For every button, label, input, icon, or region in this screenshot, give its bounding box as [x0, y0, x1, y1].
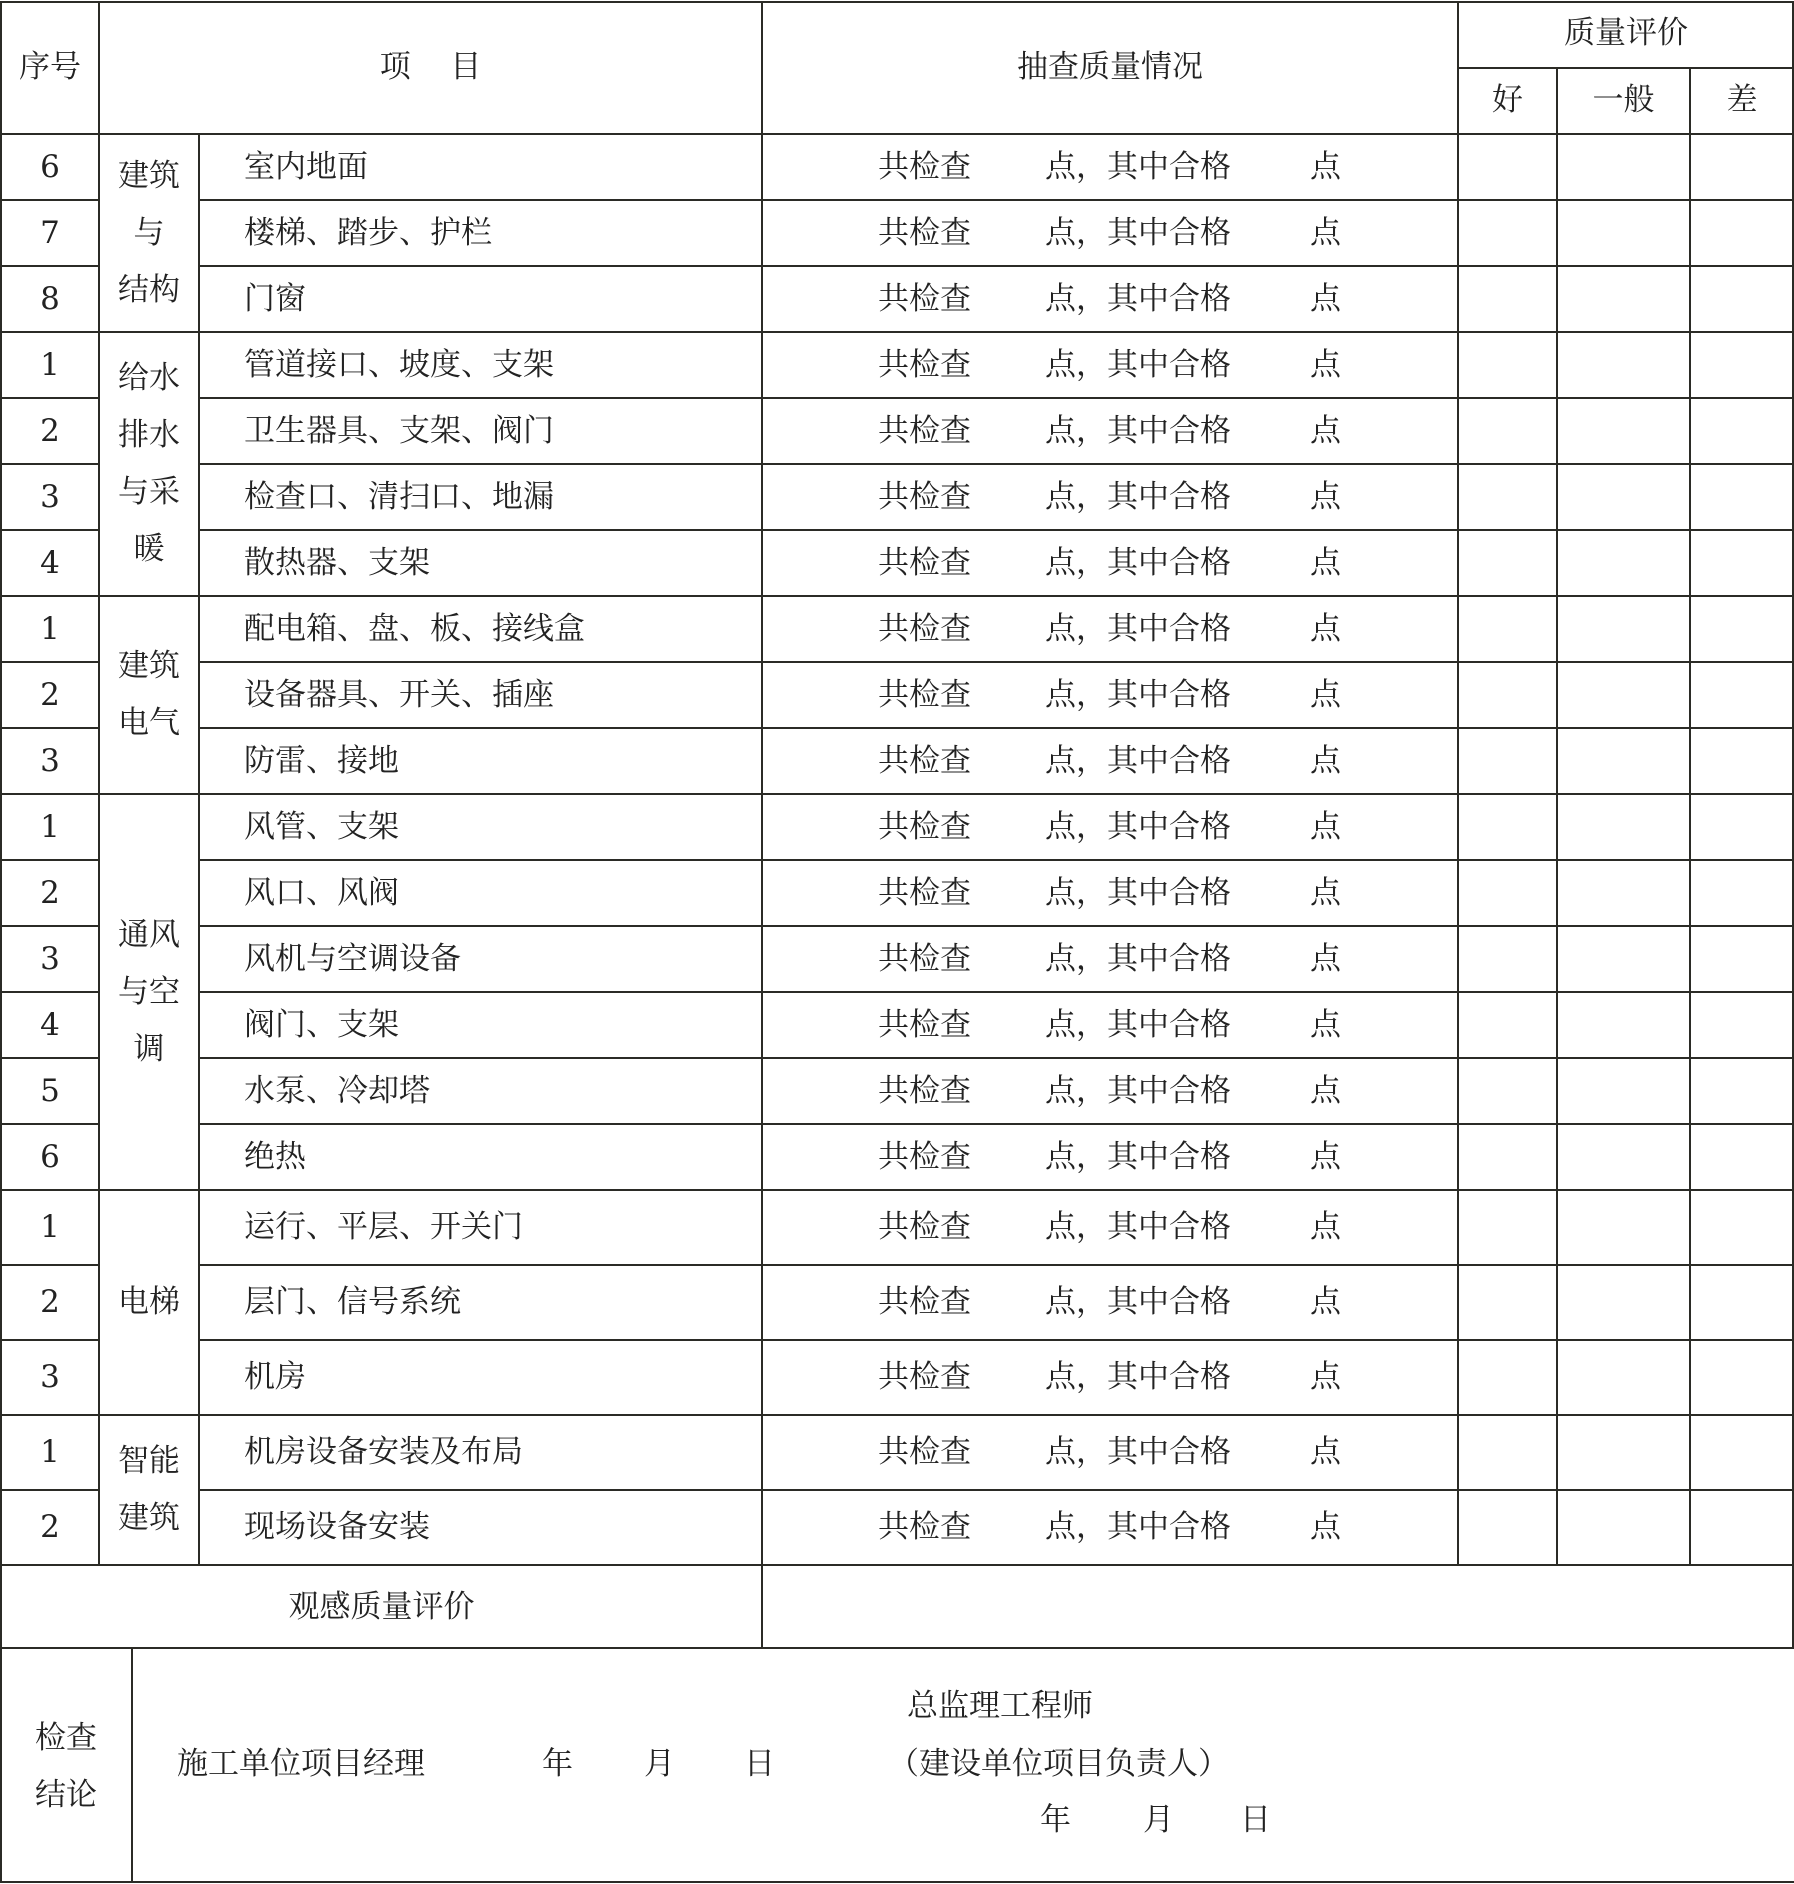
item-name: 管道接口、坡度、支架	[244, 346, 554, 383]
row-number: 6	[40, 148, 60, 185]
row-divider	[1, 1339, 99, 1341]
row-number: 3	[40, 742, 60, 779]
table-bottom-border	[0, 1881, 1794, 1883]
row-divider	[199, 1057, 1794, 1059]
item-name: 室内地面	[244, 148, 368, 185]
summary-label: 观感质量评价	[288, 1589, 475, 1625]
check-passed-label: 点，其中合格	[1045, 1434, 1231, 1470]
column-divider	[98, 2, 100, 1565]
check-passed-label: 点，其中合格	[1045, 1209, 1231, 1245]
category-label-line: 电梯	[118, 1284, 180, 1320]
conclusion-label	[0, 1710, 132, 1824]
check-points-unit: 点	[1310, 478, 1341, 515]
check-total-label: 共检查	[878, 742, 971, 779]
column-header-seq: 序号	[19, 49, 81, 85]
item-name: 风管、支架	[244, 808, 399, 845]
column-divider	[761, 2, 763, 1648]
row-divider	[1, 1123, 99, 1125]
check-total-label: 共检查	[878, 874, 971, 911]
supervisor-day: 日	[1240, 1802, 1271, 1838]
row-divider	[1, 1489, 99, 1491]
category-label-line: 建筑	[118, 157, 180, 194]
contractor-year: 年	[542, 1746, 573, 1782]
category-label-line: 调	[133, 1030, 165, 1067]
group-divider	[1, 595, 1794, 597]
item-name: 设备器具、开关、插座	[244, 676, 554, 713]
table-top-border	[0, 1, 1794, 3]
check-total-label: 共检查	[878, 1209, 971, 1245]
contractor-manager-label: 施工单位项目经理	[177, 1746, 425, 1782]
check-passed-label: 点，其中合格	[1045, 478, 1231, 515]
table-left-border	[0, 2, 2, 1882]
row-number: 3	[40, 478, 60, 515]
row-divider	[1, 397, 99, 399]
column-divider	[1457, 2, 1459, 1565]
check-total-label: 共检查	[878, 280, 971, 317]
category-label-line: 智能	[118, 1443, 180, 1479]
row-number: 2	[40, 874, 60, 911]
check-points-unit: 点	[1310, 1209, 1341, 1245]
row-number: 1	[40, 808, 60, 845]
header-bottom-border	[0, 133, 1794, 135]
check-points-unit: 点	[1310, 874, 1341, 911]
conclusion-label-line: 检查	[35, 1720, 97, 1756]
row-number: 6	[40, 1138, 60, 1175]
check-total-label: 共检查	[878, 1284, 971, 1320]
check-points-unit: 点	[1310, 1006, 1341, 1043]
category-label	[99, 1274, 199, 1331]
row-divider	[199, 463, 1794, 465]
row-divider	[199, 1123, 1794, 1125]
item-name: 检查口、清扫口、地漏	[244, 478, 554, 515]
row-divider	[1, 265, 99, 267]
column-header-good: 好	[1492, 82, 1523, 118]
item-name: 水泵、冷却塔	[244, 1072, 430, 1109]
check-total-label: 共检查	[878, 214, 971, 251]
check-total-label: 共检查	[878, 1072, 971, 1109]
category-label	[99, 1433, 199, 1547]
check-total-label: 共检查	[878, 478, 971, 515]
check-points-unit: 点	[1310, 1284, 1341, 1320]
check-passed-label: 点，其中合格	[1045, 346, 1231, 383]
row-number: 2	[40, 1509, 60, 1545]
row-divider	[199, 661, 1794, 663]
row-divider	[199, 1339, 1794, 1341]
row-divider	[199, 727, 1794, 729]
group-divider	[1, 331, 1794, 333]
column-divider	[1556, 68, 1558, 1565]
category-label	[99, 907, 199, 1078]
category-label-line: 建筑	[118, 648, 180, 684]
check-total-label: 共检查	[878, 610, 971, 647]
category-label-line: 给水	[118, 360, 180, 396]
check-passed-label: 点，其中合格	[1045, 1359, 1231, 1395]
contractor-day: 日	[744, 1746, 775, 1782]
check-total-label: 共检查	[878, 346, 971, 383]
check-points-unit: 点	[1310, 148, 1341, 185]
check-points-unit: 点	[1310, 676, 1341, 713]
row-divider	[199, 925, 1794, 927]
check-points-unit: 点	[1310, 1509, 1341, 1545]
check-passed-label: 点，其中合格	[1045, 676, 1231, 713]
item-name: 防雷、接地	[244, 742, 399, 779]
row-divider	[199, 1264, 1794, 1266]
row-divider	[199, 859, 1794, 861]
column-header-item: 项 目	[379, 49, 482, 85]
check-points-unit: 点	[1310, 1359, 1341, 1395]
row-number: 5	[40, 1072, 60, 1109]
check-passed-label: 点，其中合格	[1045, 874, 1231, 911]
check-points-unit: 点	[1310, 280, 1341, 317]
check-points-unit: 点	[1310, 214, 1341, 251]
check-points-unit: 点	[1310, 412, 1341, 449]
row-divider	[199, 397, 1794, 399]
row-number: 7	[40, 214, 60, 251]
check-total-label: 共检查	[878, 1138, 971, 1175]
row-divider	[1, 199, 99, 201]
row-divider	[1, 1057, 99, 1059]
row-divider	[1, 463, 99, 465]
category-label-line: 电气	[118, 705, 180, 741]
row-number: 1	[40, 610, 60, 647]
check-passed-label: 点，其中合格	[1045, 940, 1231, 977]
row-divider	[199, 199, 1794, 201]
check-total-label: 共检查	[878, 1509, 971, 1545]
supervisor-year: 年	[1040, 1802, 1071, 1838]
check-points-unit: 点	[1310, 808, 1341, 845]
contractor-month: 月	[644, 1746, 675, 1782]
item-name: 风口、风阀	[244, 874, 399, 911]
supervisor-month: 月	[1143, 1802, 1174, 1838]
conclusion-label-line: 结论	[35, 1777, 97, 1813]
row-divider	[1, 661, 99, 663]
column-header-general: 一般	[1592, 82, 1655, 118]
row-number: 3	[40, 1359, 60, 1395]
column-header-quality: 质量评价	[1564, 15, 1688, 51]
check-passed-label: 点，其中合格	[1045, 1138, 1231, 1175]
item-name: 门窗	[244, 280, 306, 317]
check-points-unit: 点	[1310, 1138, 1341, 1175]
item-name: 机房	[244, 1359, 306, 1395]
category-label-line: 与	[133, 214, 165, 251]
row-divider	[1, 1264, 99, 1266]
row-divider	[1, 925, 99, 927]
category-label	[99, 638, 199, 752]
row-divider	[199, 529, 1794, 531]
check-points-unit: 点	[1310, 742, 1341, 779]
category-label-line: 暖	[133, 531, 165, 567]
check-passed-label: 点，其中合格	[1045, 1072, 1231, 1109]
row-divider	[199, 991, 1794, 993]
group-divider	[1, 1564, 1794, 1566]
row-divider	[1, 727, 99, 729]
row-divider	[1, 859, 99, 861]
check-passed-label: 点，其中合格	[1045, 1509, 1231, 1545]
check-points-unit: 点	[1310, 346, 1341, 383]
check-total-label: 共检查	[878, 1359, 971, 1395]
item-name: 散热器、支架	[244, 544, 430, 581]
check-passed-label: 点，其中合格	[1045, 808, 1231, 845]
category-label-line: 与空	[118, 973, 180, 1010]
check-points-unit: 点	[1310, 940, 1341, 977]
item-name: 阀门、支架	[244, 1006, 399, 1043]
check-points-unit: 点	[1310, 544, 1341, 581]
category-label-line: 通风	[118, 916, 180, 953]
check-passed-label: 点，其中合格	[1045, 280, 1231, 317]
row-number: 2	[40, 676, 60, 713]
check-total-label: 共检查	[878, 1434, 971, 1470]
check-total-label: 共检查	[878, 808, 971, 845]
item-name: 卫生器具、支架、阀门	[244, 412, 554, 449]
row-divider	[199, 265, 1794, 267]
row-number: 8	[40, 280, 60, 317]
summary-bottom-border	[0, 1647, 1794, 1649]
owner-representative-label: （建设单位项目负责人）	[888, 1746, 1229, 1782]
column-header-poor: 差	[1726, 82, 1758, 118]
column-header-check: 抽查质量情况	[1017, 49, 1203, 85]
row-number: 1	[40, 1209, 60, 1245]
check-points-unit: 点	[1310, 1072, 1341, 1109]
group-divider	[1, 793, 1794, 795]
group-divider	[1, 1414, 1794, 1416]
row-number: 4	[40, 544, 60, 581]
item-name: 现场设备安装	[244, 1509, 430, 1545]
item-name: 运行、平层、开关门	[244, 1209, 523, 1245]
check-total-label: 共检查	[878, 676, 971, 713]
row-number: 1	[40, 346, 60, 383]
check-passed-label: 点，其中合格	[1045, 412, 1231, 449]
check-points-unit: 点	[1310, 610, 1341, 647]
row-number: 3	[40, 940, 60, 977]
row-number: 1	[40, 1434, 60, 1470]
check-passed-label: 点，其中合格	[1045, 214, 1231, 251]
check-passed-label: 点，其中合格	[1045, 742, 1231, 779]
check-passed-label: 点，其中合格	[1045, 148, 1231, 185]
category-label-line: 建筑	[118, 1500, 180, 1536]
column-divider	[1689, 68, 1691, 1565]
item-name: 绝热	[244, 1138, 306, 1175]
group-divider	[1, 1189, 1794, 1191]
row-divider	[1, 991, 99, 993]
check-passed-label: 点，其中合格	[1045, 544, 1231, 581]
category-label	[99, 148, 199, 319]
row-divider	[1, 529, 99, 531]
chief-supervisor-label: 总监理工程师	[907, 1688, 1093, 1724]
category-label-line: 排水	[118, 417, 180, 453]
row-number: 2	[40, 1284, 60, 1320]
check-total-label: 共检查	[878, 148, 971, 185]
category-label-line: 与采	[118, 474, 180, 510]
category-label-line: 结构	[118, 271, 180, 308]
row-number: 4	[40, 1006, 60, 1043]
check-passed-label: 点，其中合格	[1045, 1284, 1231, 1320]
check-passed-label: 点，其中合格	[1045, 1006, 1231, 1043]
check-total-label: 共检查	[878, 1006, 971, 1043]
check-points-unit: 点	[1310, 1434, 1341, 1470]
item-name: 楼梯、踏步、护栏	[244, 214, 492, 251]
row-divider	[199, 1489, 1794, 1491]
item-name: 层门、信号系统	[244, 1284, 461, 1320]
item-name: 机房设备安装及布局	[244, 1434, 523, 1470]
check-total-label: 共检查	[878, 544, 971, 581]
category-label	[99, 350, 199, 578]
item-name: 配电箱、盘、板、接线盒	[244, 610, 585, 647]
item-name: 风机与空调设备	[244, 940, 461, 977]
column-divider	[198, 134, 200, 1565]
check-total-label: 共检查	[878, 412, 971, 449]
check-total-label: 共检查	[878, 940, 971, 977]
row-number: 2	[40, 412, 60, 449]
quality-subheader-divider	[1458, 67, 1794, 69]
check-passed-label: 点，其中合格	[1045, 610, 1231, 647]
conclusion-divider	[131, 1648, 133, 1882]
